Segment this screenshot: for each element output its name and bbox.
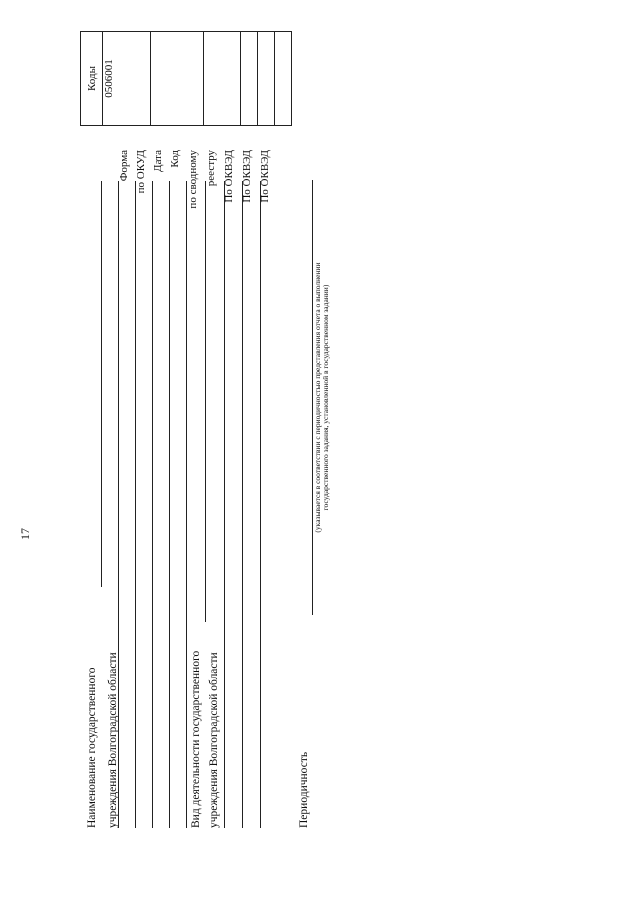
okved-label-2: По ОКВЭД bbox=[241, 150, 253, 203]
institution-name-field-line-1 bbox=[101, 181, 102, 587]
codes-okved-row-2 bbox=[258, 32, 275, 126]
codes-header: Коды bbox=[81, 32, 103, 126]
okud-code-cell: 0506001 bbox=[103, 32, 151, 126]
register-label-line1: Код bbox=[169, 150, 181, 168]
okved-label-1: По ОКВЭД bbox=[223, 150, 235, 203]
okved-label-3: По ОКВЭД bbox=[259, 150, 271, 203]
activity-field-line-3 bbox=[242, 181, 243, 828]
codes-okud-row bbox=[103, 32, 151, 126]
register-code-cell bbox=[204, 32, 241, 126]
activity-field-line-1 bbox=[205, 181, 206, 622]
page-number: 17 bbox=[18, 528, 32, 540]
institution-name-field-line-5 bbox=[169, 181, 170, 828]
codes-register-row bbox=[204, 32, 241, 126]
okved-code-cell-1 bbox=[241, 32, 258, 126]
institution-name-field-line-4 bbox=[152, 181, 153, 828]
codes-okved-row-3 bbox=[275, 32, 292, 126]
date-label: Дата bbox=[152, 150, 164, 172]
register-label-line3: реестру bbox=[205, 150, 217, 187]
activity-label-line1: Вид деятельности государственного bbox=[190, 650, 202, 828]
codes-date-row bbox=[151, 32, 204, 126]
institution-name-label-line1: Наименование государственного bbox=[86, 667, 98, 828]
codes-header-row bbox=[81, 32, 103, 126]
codes-table bbox=[80, 31, 292, 126]
periodicity-note-line1: (указывается в соответствии с периодичностью представления отчета о выполнении bbox=[313, 262, 322, 533]
okved-code-cell-2 bbox=[258, 32, 275, 126]
date-code-cell bbox=[151, 32, 204, 126]
codes-okved-row-1 bbox=[241, 32, 258, 126]
institution-name-field-line-6 bbox=[186, 181, 187, 828]
activity-label-line2: учреждения Волгоградской области bbox=[208, 652, 220, 828]
periodicity-label: Периодичность bbox=[298, 751, 310, 828]
okud-label-line1: Форма bbox=[118, 150, 130, 182]
institution-name-field-line-3 bbox=[135, 181, 136, 828]
activity-field-line-4 bbox=[260, 181, 261, 828]
periodicity-note-line2: государственного задания, установленной в государственном задании) bbox=[321, 284, 330, 511]
institution-name-label-line2: учреждения Волгоградской области bbox=[107, 652, 119, 828]
okud-label-line2: по ОКУД bbox=[135, 150, 147, 194]
register-label-line2: по сводному bbox=[187, 150, 199, 209]
okved-code-cell-3 bbox=[275, 32, 292, 126]
activity-field-line-2 bbox=[224, 181, 225, 828]
institution-name-field-line-2 bbox=[118, 181, 119, 828]
